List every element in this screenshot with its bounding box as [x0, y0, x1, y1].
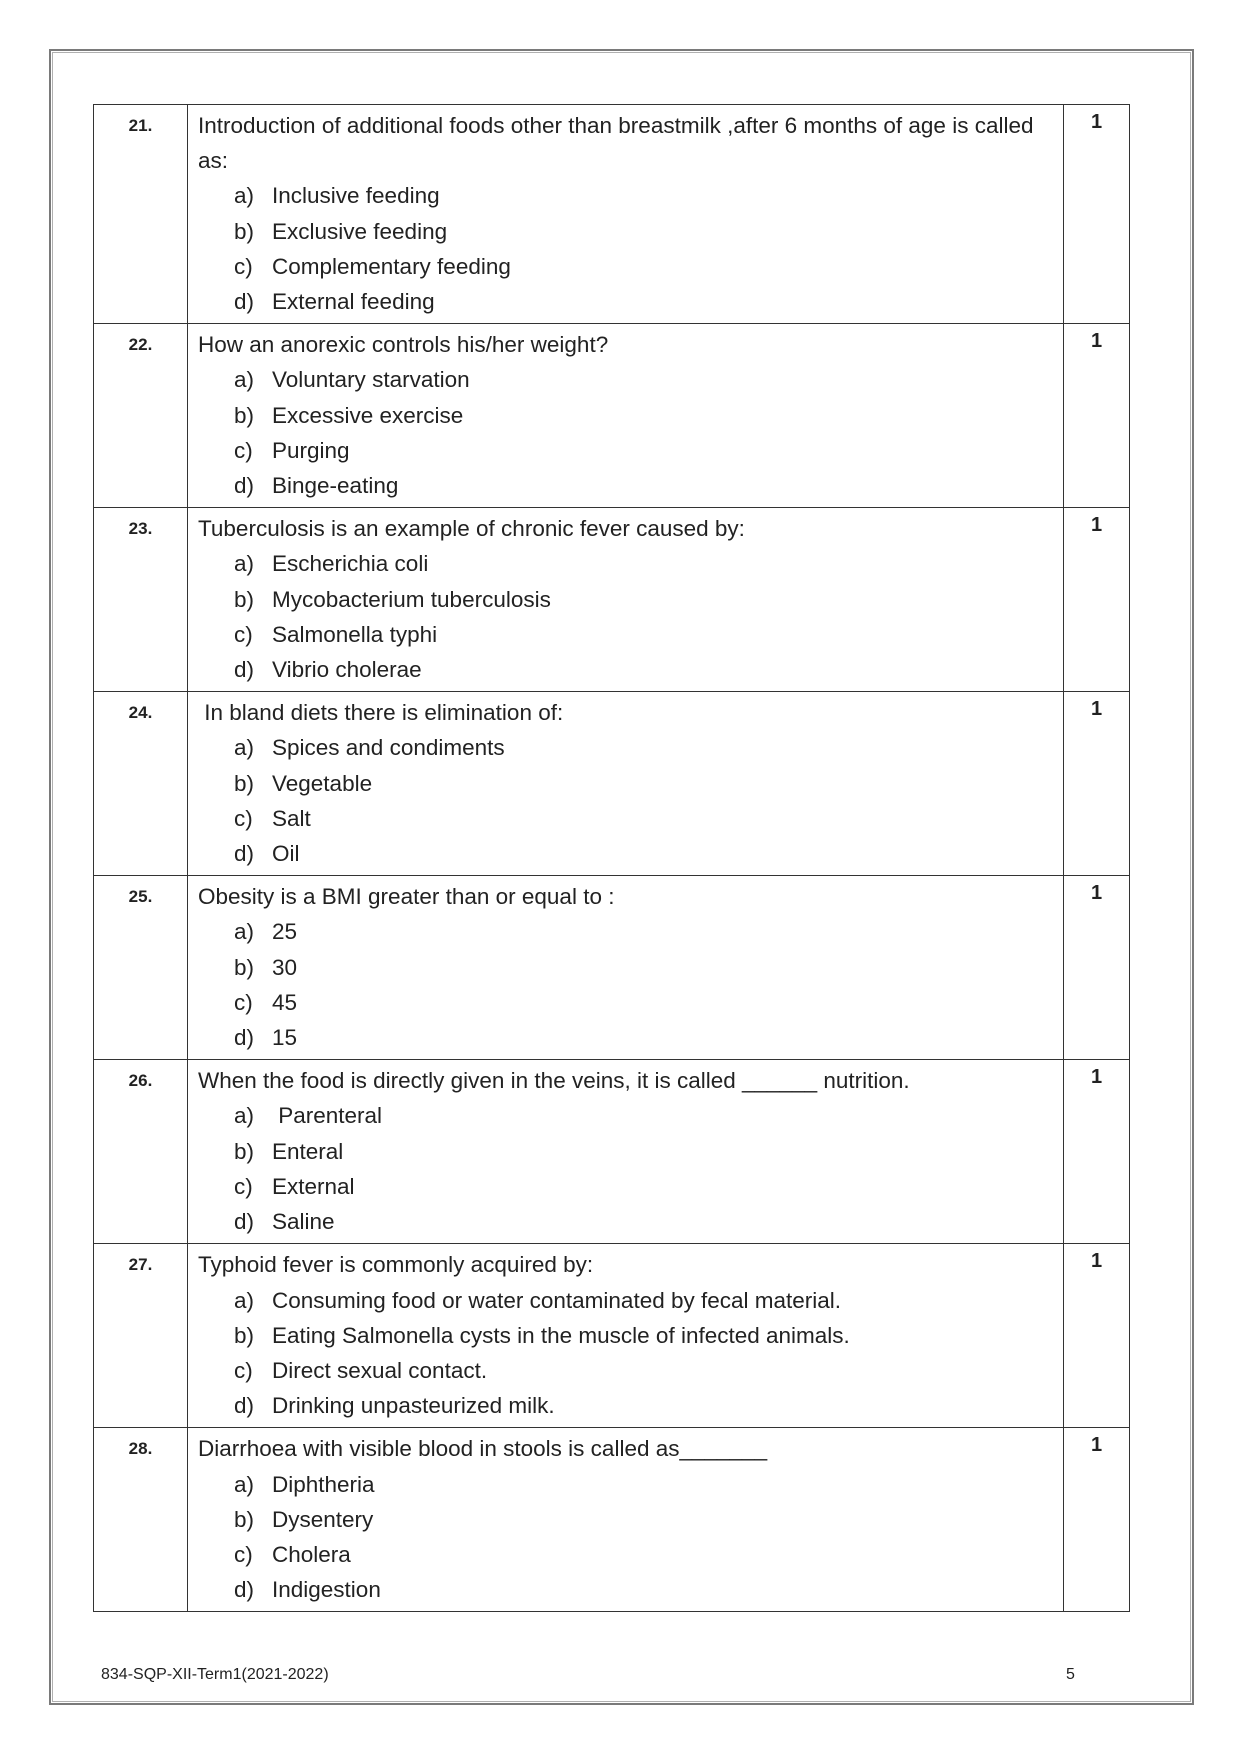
option-text: Salt: [272, 805, 311, 831]
question-text: Typhoid fever is commonly acquired by:: [198, 1252, 594, 1278]
option-text: Salmonella typhi: [272, 621, 438, 647]
question-cell: [188, 324, 1064, 508]
option-letter: a): [234, 1103, 255, 1129]
option-letter: d): [234, 289, 255, 315]
option-item: [234, 1467, 1053, 1502]
marks: 1: [1064, 1428, 1130, 1612]
option-item: [234, 914, 1053, 949]
option-text: Excessive exercise: [272, 402, 464, 428]
option-text: Mycobacterium tuberculosis: [272, 586, 551, 612]
option-letter: b): [234, 586, 255, 612]
marks: 1: [1064, 324, 1130, 508]
option-text: Diphtheria: [272, 1471, 375, 1497]
marks: 1: [1064, 1244, 1130, 1428]
question-row: [94, 105, 1130, 324]
option-text: Complementary feeding: [272, 253, 511, 279]
option-item: [234, 1502, 1053, 1537]
option-item: [234, 652, 1053, 687]
option-text: Spices and condiments: [272, 735, 505, 761]
option-item: [234, 1204, 1053, 1239]
question-text: When the food is directly given in the veins, it is called ______ nutrition.: [198, 1068, 910, 1094]
question-cell: [188, 692, 1064, 876]
question-number: 27.: [94, 1244, 188, 1428]
option-text: Consuming food or water contaminated by fecal material.: [272, 1287, 842, 1313]
option-text: 25: [272, 919, 298, 945]
option-text: Inclusive feeding: [272, 183, 440, 209]
option-letter: c): [234, 621, 253, 647]
option-text: 45: [272, 989, 298, 1015]
question-number: 26.: [94, 1060, 188, 1244]
question-text: Diarrhoea with visible blood in stools is called as_______: [198, 1436, 768, 1462]
question-text: In bland diets there is elimination of:: [198, 700, 564, 726]
question-cell: [188, 508, 1064, 692]
option-item: [234, 468, 1053, 503]
question-row: [94, 324, 1130, 508]
option-letter: b): [234, 402, 255, 428]
option-text: 15: [272, 1025, 298, 1051]
option-letter: d): [234, 1025, 255, 1051]
question-cell: [188, 1060, 1064, 1244]
option-letter: a): [234, 1471, 255, 1497]
option-text: Escherichia coli: [272, 551, 429, 577]
option-letter: a): [234, 919, 255, 945]
option-letter: b): [234, 218, 255, 244]
option-item: [234, 1134, 1053, 1169]
options-list: [198, 1098, 1053, 1239]
option-item: [234, 284, 1053, 319]
options-list: [198, 1467, 1053, 1608]
option-letter: d): [234, 1393, 255, 1419]
option-item: [234, 1537, 1053, 1572]
option-item: [234, 433, 1053, 468]
option-item: [234, 398, 1053, 433]
marks: 1: [1064, 692, 1130, 876]
option-item: [234, 1098, 1053, 1133]
option-text: Exclusive feeding: [272, 218, 448, 244]
option-text: Parenteral: [272, 1103, 383, 1129]
option-text: Enteral: [272, 1138, 344, 1164]
option-text: Vegetable: [272, 770, 373, 796]
option-item: [234, 1283, 1053, 1318]
option-letter: d): [234, 841, 255, 867]
option-item: [234, 766, 1053, 801]
option-letter: a): [234, 735, 255, 761]
marks: 1: [1064, 1060, 1130, 1244]
option-item: [234, 1572, 1053, 1607]
question-text: Introduction of additional foods other than breastmilk ,after 6 months of age is called as:: [198, 113, 1040, 174]
question-cell: [188, 105, 1064, 324]
option-letter: c): [234, 437, 253, 463]
footer-paper-code: 834-SQP-XII-Term1(2021-2022): [101, 1666, 329, 1683]
question-number: 21.: [94, 105, 188, 324]
option-text: Drinking unpasteurized milk.: [272, 1393, 555, 1419]
question-number: 25.: [94, 876, 188, 1060]
question-row: [94, 1060, 1130, 1244]
question-number: 22.: [94, 324, 188, 508]
option-letter: a): [234, 367, 255, 393]
option-letter: c): [234, 1541, 253, 1567]
options-list: [198, 1283, 1053, 1424]
option-text: Indigestion: [272, 1577, 381, 1603]
question-text: How an anorexic controls his/her weight?: [198, 332, 609, 358]
footer-page-number: 5: [1066, 1666, 1075, 1683]
question-text: Tuberculosis is an example of chronic fever caused by:: [198, 516, 745, 542]
option-text: Direct sexual contact.: [272, 1357, 488, 1383]
option-letter: d): [234, 657, 255, 683]
option-text: Voluntary starvation: [272, 367, 470, 393]
option-item: [234, 801, 1053, 836]
option-text: Saline: [272, 1209, 335, 1235]
option-letter: d): [234, 473, 255, 499]
question-cell: [188, 1244, 1064, 1428]
option-text: Binge-eating: [272, 473, 399, 499]
option-item: [234, 985, 1053, 1020]
option-item: [234, 950, 1053, 985]
option-letter: c): [234, 253, 253, 279]
option-text: External: [272, 1173, 355, 1199]
question-row: [94, 1428, 1130, 1612]
options-list: [198, 362, 1053, 503]
option-item: [234, 1353, 1053, 1388]
option-item: [234, 836, 1053, 871]
option-text: External feeding: [272, 289, 435, 315]
questions-table: [93, 104, 1130, 1612]
option-text: 30: [272, 954, 298, 980]
option-text: Eating Salmonella cysts in the muscle of infected animals.: [272, 1322, 850, 1348]
option-item: [234, 1169, 1053, 1204]
marks: 1: [1064, 105, 1130, 324]
question-number: 23.: [94, 508, 188, 692]
question-cell: [188, 1428, 1064, 1612]
options-list: [198, 546, 1053, 687]
option-letter: a): [234, 1287, 255, 1313]
option-letter: c): [234, 989, 253, 1015]
option-item: [234, 1020, 1053, 1055]
option-letter: b): [234, 1506, 255, 1532]
question-cell: [188, 876, 1064, 1060]
option-item: [234, 178, 1053, 213]
options-list: [198, 730, 1053, 871]
option-letter: c): [234, 1357, 253, 1383]
option-item: [234, 214, 1053, 249]
option-letter: c): [234, 805, 253, 831]
marks: 1: [1064, 876, 1130, 1060]
option-letter: b): [234, 1138, 255, 1164]
options-list: [198, 178, 1053, 319]
option-item: [234, 730, 1053, 765]
question-text: Obesity is a BMI greater than or equal to :: [198, 884, 615, 910]
question-number: 24.: [94, 692, 188, 876]
option-letter: b): [234, 1322, 255, 1348]
option-text: Purging: [272, 437, 350, 463]
question-number: 28.: [94, 1428, 188, 1612]
option-item: [234, 546, 1053, 581]
option-item: [234, 1388, 1053, 1423]
option-letter: d): [234, 1577, 255, 1603]
option-text: Cholera: [272, 1541, 351, 1567]
option-item: [234, 1318, 1053, 1353]
option-letter: a): [234, 183, 255, 209]
option-item: [234, 362, 1053, 397]
marks: 1: [1064, 508, 1130, 692]
option-text: Vibrio cholerae: [272, 657, 422, 683]
option-letter: a): [234, 551, 255, 577]
option-letter: b): [234, 770, 255, 796]
option-letter: c): [234, 1173, 253, 1199]
option-text: Oil: [272, 841, 300, 867]
options-list: [198, 914, 1053, 1055]
option-letter: d): [234, 1209, 255, 1235]
option-letter: b): [234, 954, 255, 980]
option-item: [234, 582, 1053, 617]
option-text: Dysentery: [272, 1506, 374, 1532]
question-row: [94, 508, 1130, 692]
question-row: [94, 1244, 1130, 1428]
option-item: [234, 249, 1053, 284]
question-row: [94, 876, 1130, 1060]
question-row: [94, 692, 1130, 876]
option-item: [234, 617, 1053, 652]
